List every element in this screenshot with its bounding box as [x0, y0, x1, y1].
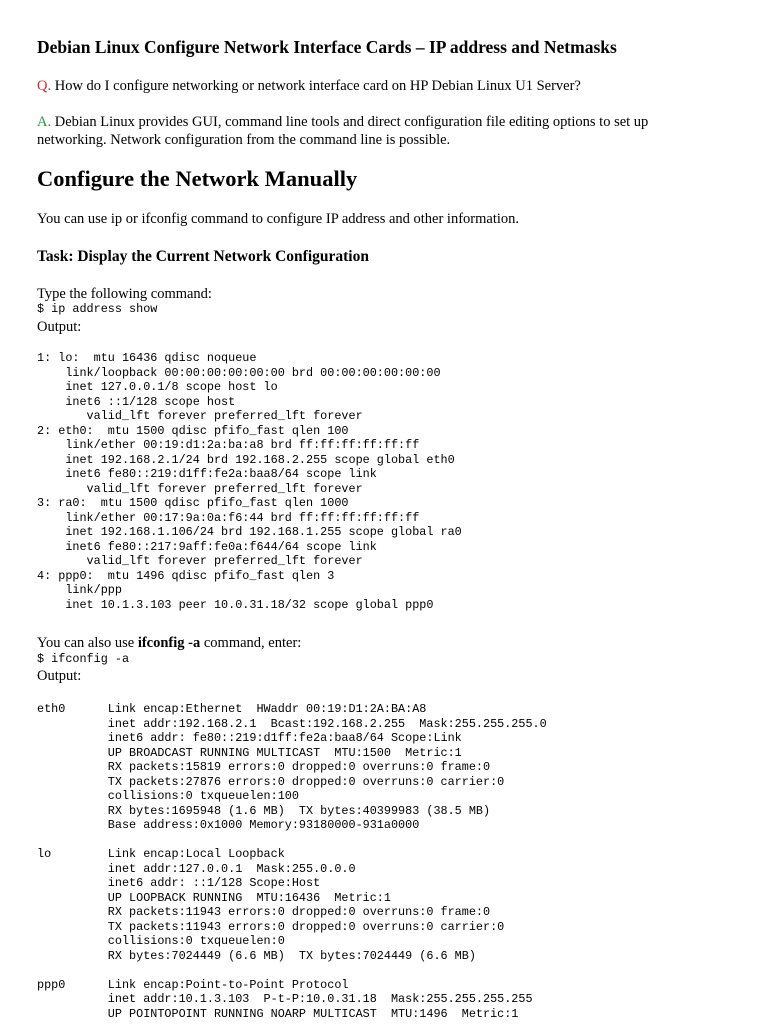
- section-intro: You can use ip or ifconfig command to configure IP address and other information.: [37, 211, 520, 227]
- code-line: RX packets:11943 errors:0 dropped:0 overruns:0 frame:0: [37, 905, 491, 919]
- output-label-2: Output:: [37, 668, 82, 684]
- code-line: inet6 addr: fe80::219:d1ff:fe2a:baa8/64 Scope:Link: [37, 731, 462, 745]
- code-line: link/ppp: [37, 583, 122, 597]
- ip-output-block: [37, 351, 462, 612]
- code-line: inet 192.168.1.106/24 brd 192.168.1.255 scope global ra0: [37, 525, 462, 539]
- section-heading: Configure the Network Manually: [37, 166, 358, 191]
- code-line: link/ether 00:17:9a:0a:f6:44 brd ff:ff:ff:ff:ff:ff: [37, 510, 420, 525]
- code-line: 4: ppp0: mtu 1496 qdisc pfifo_fast qlen 3: [37, 568, 335, 583]
- answer-marker: A.: [37, 114, 52, 130]
- code-line: RX bytes:7024449 (6.6 MB) TX bytes:7024449 (6.6 MB): [37, 948, 476, 963]
- code-line: RX packets:15819 errors:0 dropped:0 overruns:0 frame:0: [37, 760, 491, 774]
- code-line: inet6 fe80::217:9aff:fe0a:f644/64 scope link: [37, 539, 377, 554]
- code-line: UP POINTOPOINT RUNNING NOARP MULTICAST MTU:1496 Metric:1: [37, 1006, 519, 1021]
- code-line: inet 127.0.0.1/8 scope host lo: [37, 380, 278, 394]
- code-line: 1: lo: mtu 16436 qdisc noqueue: [37, 351, 257, 365]
- code-line: inet6 ::1/128 scope host: [37, 394, 236, 409]
- code-line: Base address:0x1000 Memory:93180000-931a0000: [37, 818, 420, 832]
- code-line: TX packets:11943 errors:0 dropped:0 overruns:0 carrier:0: [37, 919, 505, 934]
- ifconfig-intro-command: ifconfig -a: [137, 635, 201, 651]
- code-line: ppp0 Link encap:Point-to-Point Protocol: [37, 977, 349, 992]
- code-line: TX packets:27876 errors:0 dropped:0 overruns:0 carrier:0: [37, 774, 505, 789]
- code-line: UP BROADCAST RUNNING MULTICAST MTU:1500 Metric:1: [37, 745, 462, 760]
- code-line: valid_lft forever preferred_lft forever: [37, 481, 363, 496]
- code-line: inet 192.168.2.1/24 brd 192.168.2.255 scope global eth0: [37, 452, 455, 467]
- code-line: collisions:0 txqueuelen:100: [37, 789, 299, 803]
- code-line: inet addr:192.168.2.1 Bcast:192.168.2.255 Mask:255.255.255.0: [37, 716, 547, 731]
- code-line: link/ether 00:19:d1:2a:ba:a8 brd ff:ff:ff:ff:ff:ff: [37, 438, 420, 452]
- code-line: valid_lft forever preferred_lft forever: [37, 409, 363, 423]
- code-line: 2: eth0: mtu 1500 qdisc pfifo_fast qlen 100: [37, 423, 349, 438]
- code-line: eth0 Link encap:Ethernet HWaddr 00:19:D1:2A:BA:A8: [37, 702, 427, 716]
- code-line: inet 10.1.3.103 peer 10.0.31.18/32 scope global ppp0: [37, 597, 434, 612]
- code-line: lo Link encap:Local Loopback: [37, 847, 285, 861]
- task-heading: Task: Display the Current Network Configuration: [37, 248, 369, 265]
- code-line: RX bytes:1695948 (1.6 MB) TX bytes:40399983 (38.5 MB): [37, 803, 491, 818]
- question-text: How do I configure networking or network interface card on HP Debian Linux U1 Server?: [51, 78, 581, 94]
- document-title: Debian Linux Configure Network Interface Cards – IP address and Netmasks: [37, 37, 617, 57]
- answer-text: Debian Linux provides GUI, command line tools and direct configuration file editing options to set up networking. Network configuration from the command line is possible.: [37, 114, 649, 148]
- question-paragraph: [37, 77, 581, 95]
- code-line: inet6 addr: ::1/128 Scope:Host: [37, 876, 321, 890]
- code-line: inet addr:10.1.3.103 P-t-P:10.0.31.18 Mask:255.255.255.255: [37, 992, 533, 1006]
- code-line: [37, 963, 547, 978]
- output-label: Output:: [37, 319, 82, 335]
- ip-command: $ ip address show: [37, 302, 158, 316]
- type-following-text: Type the following command:: [37, 286, 212, 302]
- code-line: collisions:0 txqueuelen:0: [37, 934, 285, 948]
- ifconfig-intro-before: You can also use: [37, 635, 138, 651]
- code-line: link/loopback 00:00:00:00:00:00 brd 00:00:00:00:00:00: [37, 365, 441, 380]
- code-line: [37, 833, 547, 848]
- ifconfig-command: $ ifconfig -a: [37, 652, 130, 666]
- code-line: UP LOOPBACK RUNNING MTU:16436 Metric:1: [37, 890, 391, 905]
- ifconfig-intro: [37, 634, 301, 652]
- code-line: inet addr:127.0.0.1 Mask:255.0.0.0: [37, 861, 356, 876]
- question-marker: Q.: [37, 78, 52, 94]
- ifconfig-output-block: [37, 702, 547, 1021]
- code-line: inet6 fe80::219:d1ff:fe2a:baa8/64 scope link: [37, 467, 377, 481]
- ifconfig-intro-after: command, enter:: [200, 635, 302, 651]
- code-line: 3: ra0: mtu 1500 qdisc pfifo_fast qlen 1000: [37, 496, 349, 510]
- code-line: valid_lft forever preferred_lft forever: [37, 554, 363, 568]
- answer-paragraph: [37, 113, 702, 149]
